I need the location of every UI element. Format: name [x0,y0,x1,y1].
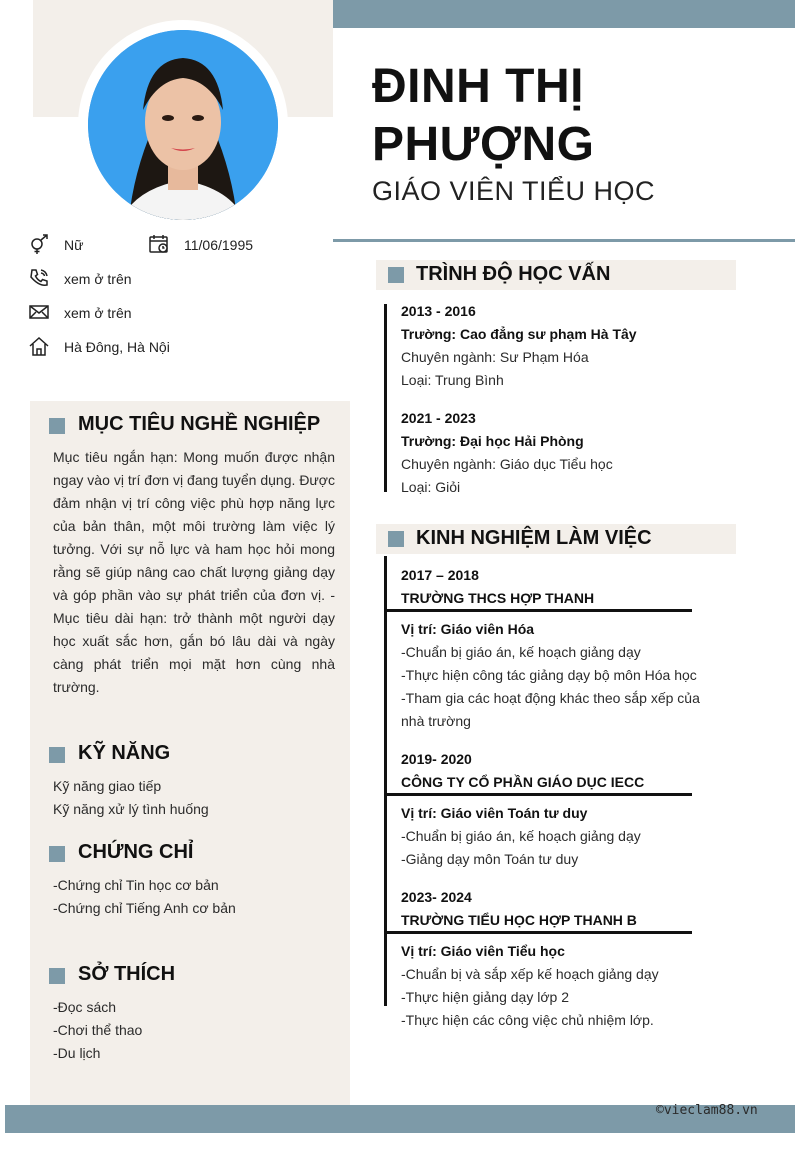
gender-value: Nữ [64,237,84,253]
calendar-icon [148,233,170,255]
experience-task: -Giảng dạy môn Toán tư duy [401,851,579,867]
home-icon [28,335,50,357]
experience-task: -Thực hiện các công việc chủ nhiệm lớp. [401,1012,654,1028]
education-school: Trường: Đại học Hải Phòng [401,433,584,449]
education-period: 2013 - 2016 [401,303,476,319]
experience-company: TRƯỜNG THCS HỢP THANH [401,590,595,606]
experience-heading: KINH NGHIỆM LÀM VIỆC [416,527,652,549]
name-line-2: PHƯỢNG [372,118,595,171]
experience-entry [401,564,594,610]
top-accent-bar [333,0,795,28]
hobbies-heading-marker [49,968,65,984]
certificates-heading: CHỨNG CHỈ [78,841,194,863]
experience-details [401,802,641,871]
email-value: xem ở trên [64,305,132,321]
portrait-photo [88,30,278,220]
experience-entry [401,748,644,794]
hobbies-list [53,996,142,1065]
experience-position: Vị trí: Giáo viên Toán tư duy [401,805,588,821]
phone-value: xem ở trên [64,271,132,287]
experience-divider [384,793,692,796]
skills-list [53,775,209,821]
objective-text: Mục tiêu ngắn hạn: Mong muốn được nhận ngay vào vị trí đơn vị đang tuyển dụng. Được đảm nhận vị trí công việc phù hợp năng lực của bản thân, một môi trường làm việc lý tưởng. Với sự nỗ lực và ham học hỏi mong rằng sẽ giúp nâng cao chất lượng giảng dạy và góp phần vào sự phát triển của đơn vị. - Mục tiêu dài hạn: trở thành một người dạy học xuất sắc hơn, gắn bó lâu dài và ngày càng phát triển mọi mặt hơn cùng nhà trường. [53,449,335,695]
hobby-item: -Đọc sách [53,999,117,1015]
avatar [88,30,278,220]
skills-heading-marker [49,747,65,763]
experience-company: TRƯỜNG TIỂU HỌC HỢP THANH B [401,912,637,928]
experience-position: Vị trí: Giáo viên Tiểu học [401,943,565,959]
certificates-heading-marker [49,846,65,862]
experience-task: -Thực hiện công tác giảng dạy bộ môn Hóa học [401,667,697,683]
education-grade: Loại: Giỏi [401,479,461,495]
name-line-1: ĐINH THỊ [372,60,584,113]
experience-details [401,618,700,733]
experience-task: -Tham gia các hoạt động khác theo sắp xếp của [401,690,700,706]
education-heading: TRÌNH ĐỘ HỌC VẤN [416,263,611,285]
experience-heading-marker [388,531,404,547]
experience-period: 2017 – 2018 [401,567,479,583]
experience-divider [384,931,692,934]
job-title: GIÁO VIÊN TIỂU HỌC [372,176,656,206]
candidate-name [372,58,772,174]
email-icon [28,301,50,323]
hobbies-heading: SỞ THÍCH [78,963,176,985]
education-entry [401,300,637,392]
header-divider [333,239,795,242]
certificates-list [53,874,236,920]
skills-heading: KỸ NĂNG [78,742,171,764]
objective-heading: MỤC TIÊU NGHỀ NGHIỆP [78,413,321,435]
birthdate-value: 11/06/1995 [184,237,254,253]
experience-task: nhà trường [401,713,471,729]
certificate-item: -Chứng chỉ Tin học cơ bản [53,877,219,893]
education-school: Trường: Cao đẳng sư phạm Hà Tây [401,326,637,342]
objective-heading-marker [49,418,65,434]
skill-item: Kỹ năng giao tiếp [53,778,162,794]
hobby-item: -Chơi thể thao [53,1022,143,1038]
education-entry [401,407,613,499]
experience-task: -Chuẩn bị giáo án, kế hoạch giảng dạy [401,828,641,844]
footer-watermark: ©vieclam88.vn [656,1103,758,1118]
education-heading-marker [388,267,404,283]
hobby-item: -Du lịch [53,1045,101,1061]
experience-timeline [384,556,387,1006]
education-grade: Loại: Trung Bình [401,372,504,388]
skill-item: Kỹ năng xử lý tình huống [53,801,209,817]
education-timeline [384,304,387,492]
phone-icon [28,267,50,289]
education-major: Chuyên ngành: Giáo dục Tiểu học [401,456,613,472]
experience-entry [401,886,637,932]
experience-period: 2023- 2024 [401,889,472,905]
address-value: Hà Đông, Hà Nội [64,339,170,355]
experience-divider [384,609,692,612]
experience-task: -Thực hiện giảng dạy lớp 2 [401,989,569,1005]
experience-company: CÔNG TY CỔ PHẦN GIÁO DỤC IECC [401,774,645,790]
education-period: 2021 - 2023 [401,410,476,426]
education-major: Chuyên ngành: Sư Phạm Hóa [401,349,589,365]
experience-position: Vị trí: Giáo viên Hóa [401,621,535,637]
certificate-item: -Chứng chỉ Tiếng Anh cơ bản [53,900,236,916]
experience-task: -Chuẩn bị và sắp xếp kế hoạch giảng dạy [401,966,659,982]
experience-period: 2019- 2020 [401,751,472,767]
experience-task: -Chuẩn bị giáo án, kế hoạch giảng dạy [401,644,641,660]
gender-icon [28,233,50,255]
experience-details [401,940,659,1032]
